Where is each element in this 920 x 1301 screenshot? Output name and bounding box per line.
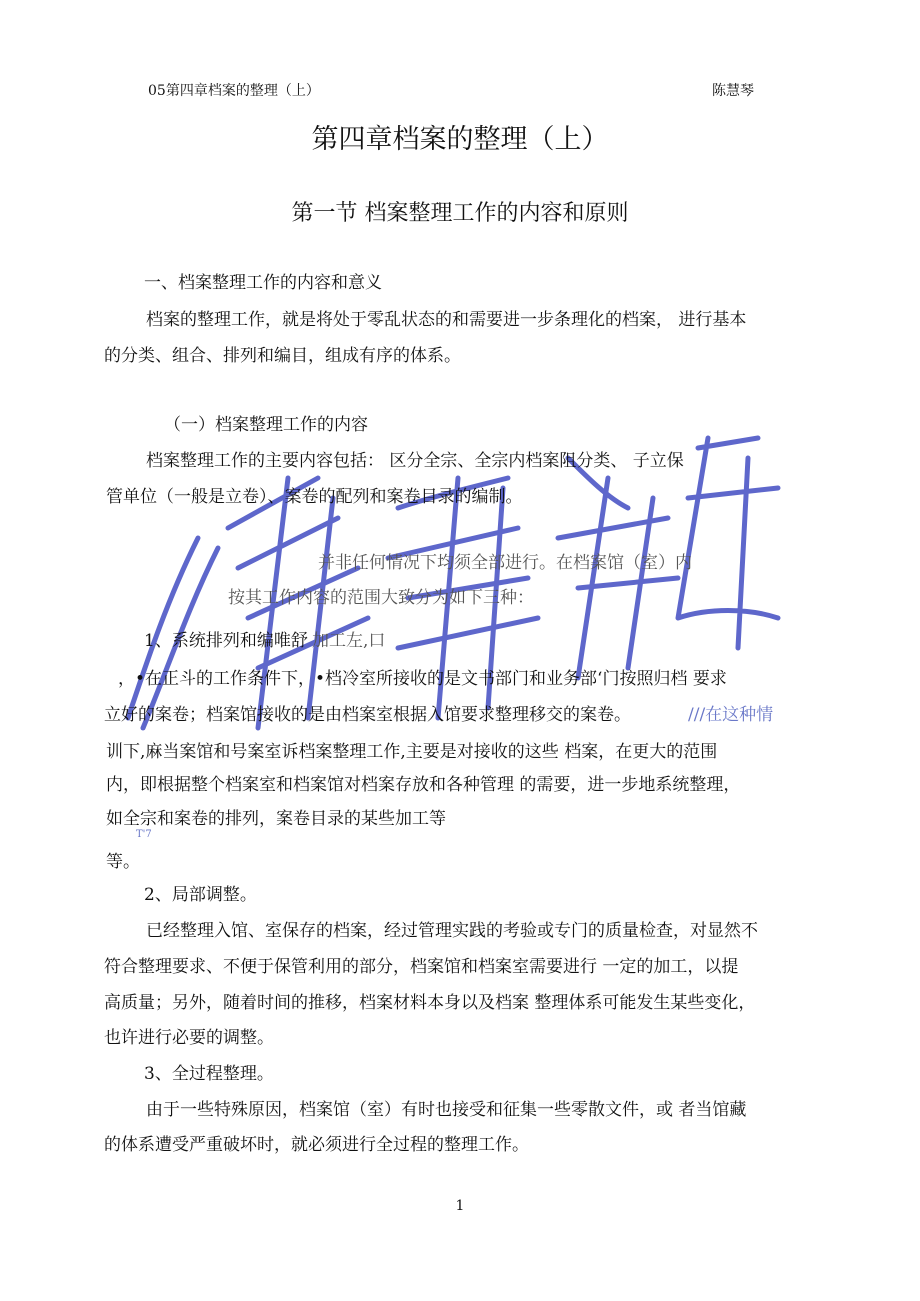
paragraph-line: 已经整理入馆、室保存的档案，经过管理实践的考验或专门的质量检查，对显然不: [146, 921, 758, 941]
paragraph-line: 按其工作内容的范围大致分为如下三种：: [228, 588, 534, 608]
paragraph-line: 也许进行必要的调整。: [104, 1028, 274, 1048]
paragraph-line: 档案整理工作的主要内容包括： 区分全宗、全宗内档案阻分类、 子立保: [146, 451, 684, 471]
margin-note: T'7: [136, 829, 152, 840]
paragraph-line: 立好的案卷；档案馆接收的是由档案室根据入馆要求整理移交的案卷。: [104, 705, 631, 725]
paragraph-line: 训下,麻当案馆和号案室诉档案整理工作,主要是对接收的这些 档案，在更大的范围: [106, 742, 718, 762]
paragraph-line: 如全宗和案卷的排列，案卷目录的某些加工等: [106, 809, 446, 829]
header-right: 陈慧琴: [712, 83, 754, 99]
list-item-heading-tail: 加工左,口: [312, 631, 386, 651]
paragraph-line: 由于一些特殊原因，档案馆（室）有时也接受和征集一些零散文件，或 者当馆藏: [146, 1100, 747, 1120]
paragraph-heading-1: 一、档案整理工作的内容和意义: [144, 273, 382, 293]
paragraph-line: 档案的整理工作，就是将处于零乱状态的和需要进一步条理化的档案， 进行基本: [146, 310, 747, 330]
subheading: （一）档案整理工作的内容: [164, 415, 368, 435]
list-item-heading: 2、局部调整。: [144, 885, 257, 905]
section-title: 第一节 档案整理工作的内容和原则: [291, 201, 629, 226]
header-left: 05第四章档案的整理（上）: [148, 83, 320, 99]
page-number: 1: [455, 1198, 465, 1214]
paragraph-line: 的分类、组合、排列和编目，组成有序的体系。: [104, 346, 461, 366]
paragraph-line: ，•在正斗的工作条件下，•档冷室所接收的是文书部门和业务部‘门按照归档 要求: [118, 669, 727, 689]
list-item-heading: 1、系统排列和编唯舒: [144, 631, 308, 651]
paragraph-line: 的体系遭受严重破坏时，就必须进行全过程的整理工作。: [104, 1135, 529, 1155]
paragraph-line: 内，即根据整个档案室和档案馆对档案存放和各种管理 的需要，进一步地系统整理，: [106, 775, 741, 795]
paragraph-line: 等。: [106, 852, 140, 872]
paragraph-line: 符合整理要求、不便于保管利用的部分，档案馆和档案室需要进行 一定的加工，以提: [104, 957, 739, 977]
paragraph-line: 管单位（一般是立卷）、案卷的配列和案卷目录的编制。: [106, 487, 523, 507]
list-item-heading: 3、全过程整理。: [144, 1064, 274, 1084]
page-title: 第四章档案的整理（上）: [311, 124, 609, 155]
paragraph-line: 并非任何情况下均须全部进行。在档案馆（室）内: [318, 553, 692, 573]
paragraph-line: 高质量；另外，随着时间的推移，档案材料本身以及档案 整理体系可能发生某些变化，: [104, 993, 756, 1013]
paragraph-line-tail: ///在这种情: [688, 705, 774, 725]
